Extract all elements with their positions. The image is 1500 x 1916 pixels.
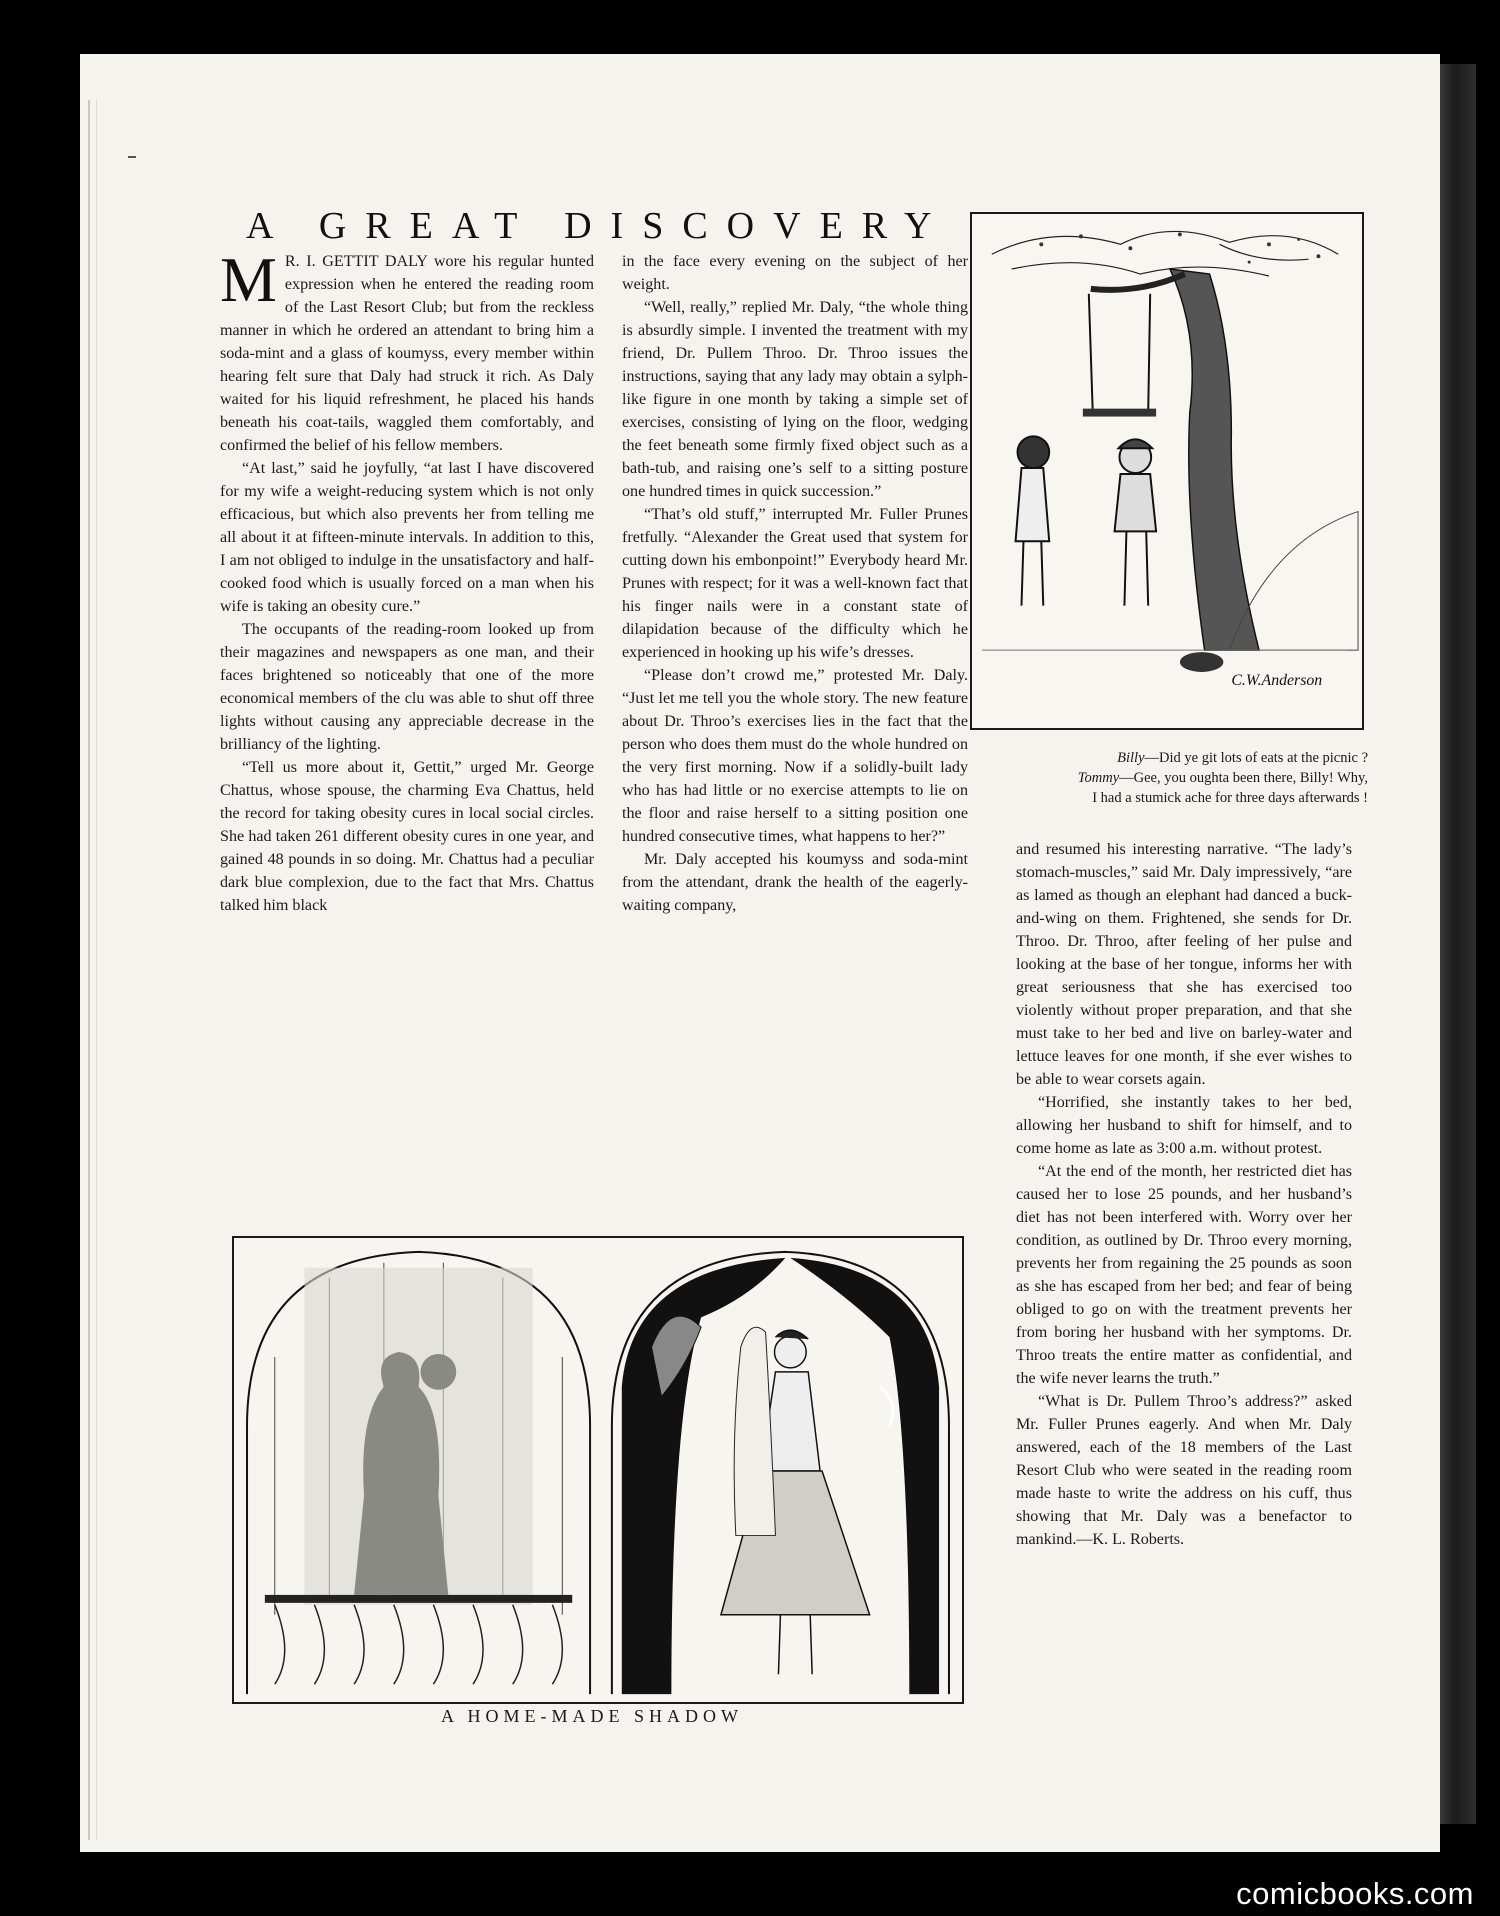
tommy-figure xyxy=(1115,439,1157,605)
gutter-line xyxy=(96,100,97,1840)
paragraph: “What is Dr. Pullem Throo’s address?” asked Mr. Fuller Prunes eagerly. And when Mr. Daly answered, each of the 18 members of the Last Resort Club who were seated in the reading room made haste to write the address on his cuff, thus showing that Mr. Daly was a benefactor to mankind.—K. L. Roberts. xyxy=(1016,1393,1352,1548)
paragraph: “At the end of the month, her restricted diet has caused her to lose 25 pounds, and her husband’s diet has not been interfered with. Worry over her condition, as outlined by Dr. Throo every morning, prevents her from regaining the 25 pounds as soon as she has escaped from her bed; and fear of being obliged to go on with the treatment prevents her from boring her husband with her symptoms. Dr. Throo treats the entire matter as confidential, and the wife never learns the truth.” xyxy=(1016,1163,1352,1387)
article-title: A GREAT DISCOVERY xyxy=(246,205,951,247)
illustration-drawing xyxy=(234,1238,962,1702)
artist-signature: C.W.Anderson xyxy=(1231,671,1323,689)
column-1 xyxy=(220,244,594,917)
paragraph: in the face every evening on the subject of her weight. xyxy=(622,253,968,293)
illustration-caption: A HOME-MADE SHADOW xyxy=(441,1706,743,1726)
book-edge xyxy=(1440,64,1476,1824)
paragraph: “At last,” said he joyfully, “at last I have discovered for my wife a weight-reducing system which is not only efficacious, but which also prevents her from telling me all about it at fifteen-minute intervals. In addition to this, I am not obliged to indulge in the unsatisfactory and half-cooked food which is usually forced on a man when his wife is taking an obesity cure.” xyxy=(220,460,594,615)
caption-speaker: Billy xyxy=(1117,750,1145,766)
site-watermark: comicbooks.com xyxy=(1236,1876,1474,1911)
billy-figure xyxy=(1016,436,1050,605)
page-mark xyxy=(128,156,136,158)
cartoon-caption xyxy=(960,748,1368,808)
paragraph: The occupants of the reading-room looked up from their magazines and newspapers as one man, and their faces brightened so noticeably that one of the more economical members of the clu was able to shut off three lights without causing any appreciable decrease in the brilliancy of the lighting. xyxy=(220,621,594,753)
drop-cap: M xyxy=(220,244,277,315)
paragraph: “Well, really,” replied Mr. Daly, “the whole thing is absurdly simple. I invented the treatment with my friend, Dr. Pullem Throo. Dr. Throo issues the instructions, saying that any lady may obtain a sylph-like figure in one month by taking a simple set of exercises, consisting of lying on the floor, wedging the feet beneath some firmly fixed object such as a bath-tub, and raising one’s self to a sitting posture one hundred times in quick succession.” xyxy=(622,299,968,500)
paragraph: “Tell us more about it, Gettit,” urged Mr. George Chattus, whose spouse, the charming Eva Chattus, held the record for taking obesity cures in local social circles. She had taken 261 different obesity cures in one year, and gained 48 pounds in so doing. Mr. Chattus had a peculiar dark blue complexion, due to the fact that Mrs. Chattus talked him black xyxy=(220,759,594,914)
paragraph: and resumed his interesting narrative. “The lady’s stomach-muscles,” said Mr. Daly impressively, “are as lamed as though an elephant had danced a buck-and-wing on them. Frightened, she sends for Dr. Throo. Dr. Throo, after feeling of her pulse and looking at the base of her tongue, informs her with great seriousness that she has exercised too violently without proper preparation, and that she must take to her bed and live on barley-water and lettuce leaves for one month, if she ever wishes to be able to wear corsets again. xyxy=(1016,841,1352,1088)
paragraph: Mr. Daly accepted his koumyss and soda-mint from the attendant, drank the health of the eagerly-waiting company, xyxy=(622,851,968,914)
caption-text: —Gee, you oughta been there, Billy! Why, xyxy=(1119,770,1368,786)
paragraph: “That’s old stuff,” interrupted Mr. Fuller Prunes fretfully. “Alexander the Great used that system for cutting down his embonpoint!” Everybody heard Mr. Prunes with respect; for it was a well-known fact that his finger nails were in a constant state of dilapidation because of the difficulty which he experienced in hooking up his wife’s dresses. xyxy=(622,506,968,661)
home-made-shadow-illustration xyxy=(232,1236,964,1704)
caption-text: I had a stumick ache for three days afterwards ! xyxy=(1092,790,1368,806)
gutter-line xyxy=(88,100,90,1840)
column-2 xyxy=(622,250,968,917)
paragraph: M R. I. GETTIT DALY wore his regular hunted expression when he entered the reading room of the Last Resort Club; but from the reckless manner in which he ordered an attendant to bring him a soda-mint and a glass of koumyss, every member within hearing felt sure that Daly had struck it rich. As Daly waited for his liquid refreshment, he placed his hands beneath his coat-tails, waggled them comfortably, and confirmed the belief of his fellow members. xyxy=(220,244,594,454)
caption-text: —Did ye git lots of eats at the picnic ? xyxy=(1144,750,1368,766)
caption-speaker: Tommy xyxy=(1077,770,1120,786)
swing-cartoon xyxy=(970,212,1364,730)
swing-cartoon-drawing xyxy=(972,214,1362,728)
paragraph: “Please don’t crowd me,” protested Mr. Daly. “Just let me tell you the whole story. The new feature about Dr. Throo’s exercises lies in the fact that the person who does them must do the whole hundred on the very first morning. Now if a solidly-built lady who has had little or no exercise attempts to lie on the floor and raise herself to a sitting position one hundred consecutive times, what happens to her?” xyxy=(622,667,968,845)
column-3 xyxy=(1016,838,1352,1551)
paragraph: “Horrified, she instantly takes to her bed, allowing her husband to shift for himself, and to come home as late as 3:00 a.m. without protest. xyxy=(1016,1094,1352,1157)
